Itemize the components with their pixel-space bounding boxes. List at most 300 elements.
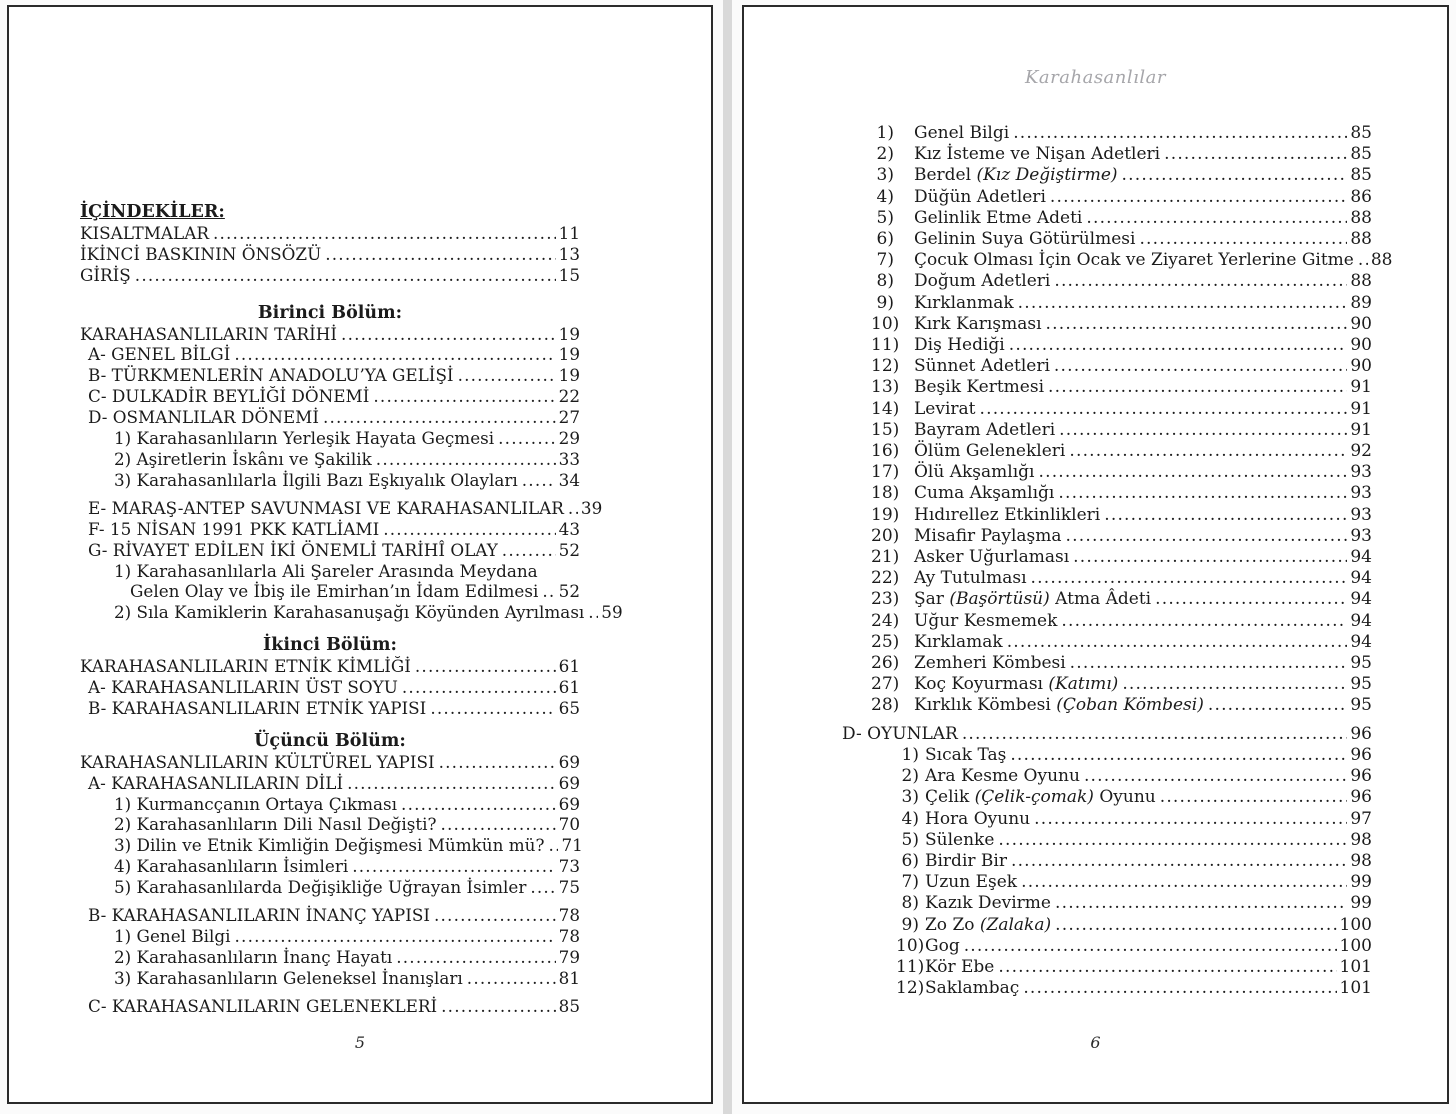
entry-number: 21) <box>871 547 900 568</box>
toc-row <box>817 893 1372 914</box>
entry-number: 24) <box>871 610 900 631</box>
entry-page-number: 95 <box>1350 674 1372 695</box>
toc-row <box>817 787 1372 808</box>
entry-label-text: Hora Oyunu <box>925 808 1031 829</box>
entry-number: 9) <box>876 292 894 313</box>
toc-row <box>817 809 1372 830</box>
entry-label <box>114 856 348 877</box>
entry-page-number: 69 <box>558 772 580 793</box>
entry-page-number: 73 <box>558 856 580 877</box>
entry-page-number: 93 <box>1350 504 1372 525</box>
toc-row <box>817 632 1372 653</box>
entry-label-text: 3) Dilin ve Etnik Kimliğin Değişmesi Mümkün mü? <box>114 835 545 856</box>
entry-label-text: KARAHASANLILARIN KÜLTÜREL YAPISI <box>80 751 435 772</box>
entry-label-text: Hıdırellez Etkinlikleri <box>914 504 1101 525</box>
entry-number: 10) <box>896 935 925 956</box>
entry-label <box>914 399 975 420</box>
entry-page-number: 52 <box>558 539 580 560</box>
chapter-heading <box>80 635 580 656</box>
toc-row <box>80 561 580 582</box>
leader-dots <box>234 344 555 365</box>
leader-dots <box>1122 165 1348 186</box>
entry-page-number: 29 <box>558 428 580 449</box>
entry-label <box>114 877 526 898</box>
entry-label-text: F- 15 NİSAN 1991 PKK KATLİAMI <box>88 518 380 539</box>
entry-label <box>114 428 494 449</box>
toc-row <box>817 547 1372 568</box>
entry-label <box>925 915 1051 936</box>
entry-number: 3) <box>901 787 919 808</box>
leader-dots <box>962 724 1348 745</box>
entry-number: 11) <box>871 335 900 356</box>
entry-label-text: D- OYUNLAR <box>842 723 958 744</box>
entry-label <box>925 787 1156 808</box>
entry-page-number: 88 <box>1350 207 1372 228</box>
entry-label <box>925 745 1006 766</box>
entry-page-number: 71 <box>561 835 583 856</box>
entry-label <box>914 441 1065 462</box>
entry-label-text: Kırklanmak <box>914 292 1014 313</box>
entry-label <box>114 470 518 491</box>
leader-dots <box>588 602 598 623</box>
entry-label-text: Kırk Karışması <box>914 313 1042 334</box>
entry-number: 12) <box>871 356 900 377</box>
entry-page-number: 22 <box>558 386 580 407</box>
entry-label-text: Levirat <box>914 398 976 419</box>
entry-label <box>914 547 1069 568</box>
leader-dots <box>467 968 556 989</box>
entry-page-number: 93 <box>1350 462 1372 483</box>
entry-page-number: 96 <box>1350 723 1372 744</box>
leader-dots <box>1058 483 1347 504</box>
entry-label-text: Kırklık Kömbesi <box>914 695 1057 716</box>
entry-label <box>914 589 1151 610</box>
entry-label-text: Atma Âdeti <box>1049 589 1152 610</box>
entry-label-text: B- KARAHASANLILARIN ETNİK YAPISI <box>88 697 427 718</box>
toc-row <box>817 250 1393 271</box>
toc-row <box>817 462 1372 483</box>
toc-row <box>817 745 1372 766</box>
entry-label <box>914 462 1034 483</box>
entry-label <box>925 766 1080 787</box>
toc-row <box>80 814 580 835</box>
leader-dots <box>1007 632 1348 653</box>
entry-page-number: 93 <box>1350 483 1372 504</box>
leader-dots <box>402 677 556 698</box>
entry-label <box>88 386 369 407</box>
entry-number: 12) <box>896 978 925 999</box>
entry-label-text: B- KARAHASANLILARIN İNANÇ YAPISI <box>88 905 430 926</box>
entry-page-number: 93 <box>1350 525 1372 546</box>
entry-page-number: 33 <box>558 448 580 469</box>
entry-page-number: 81 <box>558 967 580 988</box>
entry-page-number: 85 <box>1350 144 1372 165</box>
entry-page-number: 97 <box>1350 808 1372 829</box>
leader-dots <box>352 856 555 877</box>
running-header: Karahasanlılar <box>1024 67 1166 88</box>
entry-label-text: Zo Zo <box>925 914 980 935</box>
entry-page-number: 86 <box>1350 186 1372 207</box>
heading-text: Üçüncü Bölüm: <box>254 730 406 751</box>
entry-label <box>114 814 436 835</box>
leader-dots <box>548 835 558 856</box>
entry-page-number: 52 <box>558 581 580 602</box>
leader-dots <box>998 957 1336 978</box>
toc-right <box>817 123 1393 999</box>
entry-label-text: GİRİŞ <box>80 264 131 285</box>
entry-label <box>80 223 209 244</box>
leader-dots <box>1160 787 1348 808</box>
leader-dots <box>235 926 556 947</box>
entry-page-number: 34 <box>558 469 580 490</box>
entry-label-text: Asker Uğurlaması <box>914 547 1070 568</box>
toc-row <box>817 483 1372 504</box>
entry-page-number: 101 <box>1339 978 1372 999</box>
entry-label-text: 3) Karahasanlıların Geleneksel İnanışları <box>114 967 463 988</box>
entry-label <box>130 581 538 602</box>
leader-dots <box>325 244 555 265</box>
entry-number: 2) <box>876 144 894 165</box>
entry-label-text: Genel Bilgi <box>914 123 1010 143</box>
toc-row <box>817 936 1372 957</box>
leader-dots <box>373 386 555 407</box>
entry-page-number: 94 <box>1350 631 1372 652</box>
entry-page-number: 85 <box>1350 123 1372 143</box>
entry-label <box>842 724 958 745</box>
toc-row <box>817 978 1372 999</box>
entry-label-text: 2) Aşiretlerin İskânı ve Şakilik <box>114 448 372 469</box>
entry-label-text: Kör Ebe <box>925 956 995 977</box>
entry-page-number: 98 <box>1350 829 1372 850</box>
entry-label-text: 1) Genel Bilgi <box>114 926 231 946</box>
entry-page-number: 69 <box>558 793 580 814</box>
toc-row <box>80 698 580 719</box>
entry-label <box>88 407 319 428</box>
entry-page-number: 43 <box>558 518 580 539</box>
leader-dots <box>1070 653 1348 674</box>
entry-page-number: 92 <box>1350 441 1372 462</box>
toc-row <box>80 794 580 815</box>
leader-dots <box>1055 915 1336 936</box>
toc-row <box>80 365 580 386</box>
entry-number: 9) <box>901 914 919 935</box>
entry-label <box>88 365 454 386</box>
toc-gap <box>80 719 580 731</box>
entry-label <box>925 936 960 957</box>
leader-dots <box>1046 314 1348 335</box>
leader-dots <box>1073 547 1347 568</box>
entry-page-number: 101 <box>1339 956 1372 977</box>
entry-label <box>914 293 1014 314</box>
toc-row <box>80 470 580 491</box>
entry-number: 18) <box>871 483 900 504</box>
entry-page-number: 90 <box>1350 335 1372 356</box>
toc-row <box>817 399 1372 420</box>
toc-gap <box>80 491 580 498</box>
toc-row <box>817 653 1372 674</box>
chapter-heading <box>80 731 580 752</box>
entry-label-text: Ay Tutulması <box>914 568 1027 589</box>
entry-label <box>914 611 1057 632</box>
toc-row <box>817 187 1372 208</box>
toc-row <box>817 611 1372 632</box>
entry-page-number: 95 <box>1350 695 1372 716</box>
entry-number: 3) <box>876 165 894 186</box>
entry-page-number: 70 <box>558 814 580 835</box>
leader-dots <box>213 223 556 244</box>
entry-label-text: Beşik Kertmesi <box>914 377 1045 398</box>
entry-page-number: 61 <box>558 656 580 677</box>
page-right <box>742 5 1449 1104</box>
entry-page-number: 19 <box>558 344 580 365</box>
toc-row <box>80 449 580 470</box>
toc-gap <box>80 898 580 905</box>
entry-page-number: 61 <box>558 677 580 698</box>
entry-label-italic: (Başörtüsü) <box>949 589 1050 610</box>
entry-number: 11) <box>896 956 925 977</box>
leader-dots <box>1009 335 1348 356</box>
entry-label-text: Ara Kesme Oyunu <box>925 766 1080 787</box>
toc-row <box>80 244 580 265</box>
entry-label-text: Sünnet Adetleri <box>914 356 1050 377</box>
toc-row <box>817 526 1372 547</box>
toc-row <box>817 568 1372 589</box>
entry-label <box>914 123 1009 144</box>
toc-row <box>80 656 580 677</box>
entry-number: 4) <box>876 186 894 207</box>
entry-label-text: Uğur Kesmemek <box>914 610 1058 631</box>
entry-page-number: 85 <box>558 995 580 1016</box>
leader-dots <box>1048 377 1347 398</box>
leader-dots <box>1104 505 1347 526</box>
toc-row <box>817 674 1372 695</box>
leader-dots <box>1084 766 1347 787</box>
entry-page-number: 85 <box>1350 165 1372 186</box>
entry-number: 1) <box>901 744 919 765</box>
entry-number: 10) <box>871 313 900 334</box>
leader-dots <box>135 265 556 286</box>
entry-label <box>80 656 411 677</box>
leader-dots <box>1054 356 1347 377</box>
entry-number: 14) <box>871 398 900 419</box>
toc-gap <box>80 989 580 996</box>
entry-number: 1) <box>876 123 894 143</box>
toc-row <box>817 335 1372 356</box>
toc-row <box>80 752 580 773</box>
entry-page-number: 96 <box>1350 787 1372 808</box>
entry-label-text: A- KARAHASANLILARIN ÜST SOYU <box>88 677 398 698</box>
entry-label-text: Bayram Adetleri <box>914 419 1056 440</box>
leader-dots <box>1155 589 1347 610</box>
entry-label <box>914 526 1062 547</box>
entry-page-number: 90 <box>1350 356 1372 377</box>
leader-dots <box>401 794 556 815</box>
leader-dots <box>542 581 555 602</box>
entry-label-text: KISALTMALAR <box>80 222 209 243</box>
leader-dots <box>458 365 556 386</box>
toc-row <box>80 926 580 947</box>
entry-number: 19) <box>871 504 900 525</box>
entry-page-number: 78 <box>558 905 580 926</box>
entry-page-number: 99 <box>1350 872 1372 893</box>
heading-text: İÇİNDEKİLER: <box>80 202 225 222</box>
entry-number: 8) <box>901 893 919 914</box>
toc-row <box>817 377 1372 398</box>
entry-page-number: 88 <box>1370 250 1393 271</box>
toc-row <box>80 877 580 898</box>
entry-label <box>914 695 1204 716</box>
toc-row <box>817 915 1372 936</box>
page-left <box>7 5 713 1104</box>
entry-label <box>80 244 321 265</box>
entry-label-text: Kız İsteme ve Nişan Adetleri <box>914 144 1161 165</box>
entry-label-text: Şar <box>914 589 950 610</box>
entry-number: 4) <box>901 808 919 829</box>
toc-row <box>80 968 580 989</box>
entry-page-number: 59 <box>601 602 623 623</box>
page-number-left: 5 <box>354 1033 366 1052</box>
toc-row <box>817 356 1372 377</box>
entry-label-text: Çelik <box>925 787 975 808</box>
toc-row <box>817 695 1372 716</box>
toc-row <box>80 905 580 926</box>
entry-number: 27) <box>871 674 900 695</box>
entry-page-number: 69 <box>558 751 580 772</box>
entry-page-number: 94 <box>1350 547 1372 568</box>
entry-label-text: Cuma Akşamlığı <box>914 483 1055 504</box>
toc-row <box>817 589 1372 610</box>
toc-row <box>80 428 580 449</box>
entry-number: 5) <box>876 207 894 228</box>
entry-number: 7) <box>901 872 919 893</box>
entry-page-number: 94 <box>1350 589 1372 610</box>
entry-label <box>914 187 1046 208</box>
toc-row <box>80 407 580 428</box>
entry-label-text: Gelen Olay ve İbiş ile Emirhan’ın İdam Edilmesi <box>130 581 539 602</box>
entry-page-number: 13 <box>558 243 580 264</box>
leader-dots <box>1021 872 1347 893</box>
entry-number: 25) <box>871 631 900 652</box>
leader-dots <box>383 519 555 540</box>
entry-label-text: Ölü Akşamlığı <box>914 462 1035 483</box>
leader-dots <box>1031 568 1348 589</box>
entry-label <box>914 335 1005 356</box>
toc-row <box>817 724 1372 745</box>
entry-label-text: Diş Hediği <box>914 335 1005 356</box>
entry-label-text: Doğum Adetleri <box>914 271 1051 292</box>
leader-dots <box>347 773 556 794</box>
entry-page-number: 91 <box>1350 377 1372 398</box>
leader-dots <box>396 947 555 968</box>
leader-dots <box>1358 250 1368 271</box>
toc-row <box>817 314 1372 335</box>
entry-label-text: Saklambaç <box>925 978 1020 999</box>
entry-label <box>88 773 343 794</box>
entry-number: 22) <box>871 568 900 589</box>
leader-dots <box>1059 420 1347 441</box>
entry-label <box>925 830 994 851</box>
entry-page-number: 100 <box>1339 914 1372 935</box>
toc-row <box>80 344 580 365</box>
entry-label <box>88 996 437 1017</box>
toc-row <box>817 208 1372 229</box>
entry-label <box>925 809 1030 830</box>
toc-row <box>817 851 1372 872</box>
leader-dots <box>568 498 578 519</box>
entry-label-italic: (Zalaka) <box>979 914 1052 935</box>
entry-number: 17) <box>871 462 900 483</box>
toc-row <box>80 677 580 698</box>
toc-row <box>80 540 580 561</box>
toc-row <box>817 957 1372 978</box>
toc-gap <box>80 623 580 635</box>
entry-label-text: KARAHASANLILARIN TARİHİ <box>80 323 338 344</box>
leader-dots <box>979 399 1347 420</box>
entry-label-text: Berdel <box>914 165 977 186</box>
entry-label-text: G- RİVAYET EDİLEN İKİ ÖNEMLİ TARİHÎ OLAY <box>88 539 498 560</box>
entry-page-number: 96 <box>1350 744 1372 765</box>
entry-page-number: 79 <box>558 946 580 967</box>
leader-dots <box>964 936 1337 957</box>
entry-label-text: D- OSMANLILAR DÖNEMİ <box>88 407 319 428</box>
entry-label-text: 1) Karahasanlıların Yerleşik Hayata Geçmesi <box>114 428 495 449</box>
entry-label-text: İKİNCİ BASKININ ÖNSÖZÜ <box>80 243 322 264</box>
entry-number: 6) <box>876 229 894 250</box>
entry-label-text: Çocuk Olması İçin Ocak ve Ziyaret Yerlerine Gitme <box>914 250 1354 271</box>
toc-row <box>80 324 580 345</box>
entry-number: 5) <box>901 829 919 850</box>
entry-label <box>88 344 230 365</box>
entry-label-text: C- DULKADİR BEYLİĞİ DÖNEMİ <box>88 386 370 407</box>
toc-gap <box>80 286 580 303</box>
leader-dots <box>1086 208 1347 229</box>
entry-label <box>914 250 1354 271</box>
entry-label <box>914 229 1135 250</box>
entry-label <box>914 568 1027 589</box>
leader-dots <box>1139 229 1347 250</box>
entry-label <box>925 893 1051 914</box>
leader-dots <box>1208 695 1348 716</box>
entry-label <box>114 561 538 582</box>
toc-row <box>817 144 1372 165</box>
entry-label-text: 3) Karahasanlılarla İlgili Bazı Eşkıyalık Olayları <box>114 469 518 490</box>
entry-label <box>914 208 1082 229</box>
leader-dots <box>502 540 556 561</box>
entry-label-text: Gog <box>925 935 960 956</box>
entry-page-number: 88 <box>1350 229 1372 250</box>
entry-number: 16) <box>871 441 900 462</box>
entry-label-text: Uzun Eşek <box>925 872 1018 893</box>
entry-page-number: 88 <box>1350 271 1372 292</box>
leader-dots <box>522 470 556 491</box>
toc-row <box>80 947 580 968</box>
entry-label-text: Gelinin Suya Götürülmesi <box>914 229 1136 250</box>
heading-text: Birinci Bölüm: <box>257 302 403 323</box>
entry-page-number: 75 <box>558 877 580 898</box>
entry-label <box>88 519 379 540</box>
toc-row <box>817 293 1372 314</box>
entry-label-text: 4) Karahasanlıların İsimleri <box>114 856 349 877</box>
entry-label <box>114 449 372 470</box>
toc-row <box>817 505 1372 526</box>
entry-label <box>114 602 584 623</box>
entry-label <box>80 324 337 345</box>
entry-page-number: 94 <box>1350 610 1372 631</box>
entry-label-text: 5) Karahasanlılarda Değişikliğe Uğrayan İsimler <box>114 877 527 898</box>
entry-number: 6) <box>901 850 919 871</box>
entry-page-number: 99 <box>1350 893 1372 914</box>
leader-dots <box>530 877 555 898</box>
